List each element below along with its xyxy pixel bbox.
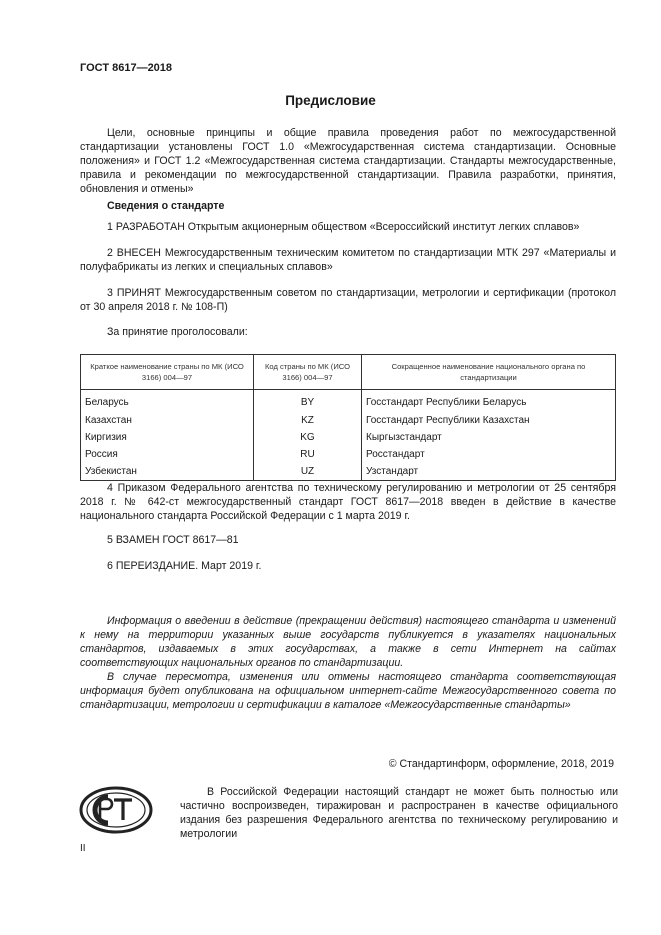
country-name: Казахстан bbox=[81, 412, 254, 429]
country-code: BY bbox=[254, 390, 362, 412]
standards-body: Кыргызстандарт bbox=[362, 429, 616, 446]
section-heading: Сведения о стандарте bbox=[107, 200, 225, 212]
country-name: Беларусь bbox=[81, 390, 254, 412]
copyright-notice: © Стандартинформ, оформление, 2018, 2019 bbox=[388, 758, 614, 770]
item-2-submitted: 2 ВНЕСЕН Межгосударственным техническим комитетом по стандартизации МТК 297 «Материалы и полуфабрикаты из легких и специальных сплавов» bbox=[80, 247, 616, 273]
column-header-body: Сокращенное наименование национального органа по стандартизации bbox=[362, 355, 616, 390]
page-number: II bbox=[80, 843, 86, 854]
standards-body: Узстандарт bbox=[362, 463, 616, 481]
item-4-order: 4 Приказом Федерального агентства по техническому регулированию и метрологии от 25 сентября 2018 г. № 642-ст межгосударственный стандарт ГОСТ 8617—2018 введен в действие в качестве национального стандарта Российской Федерации с 1 марта 2019 г. bbox=[80, 482, 616, 522]
country-name: Узбекистан bbox=[81, 463, 254, 481]
info-paragraph-2: В случае пересмотра, изменения или отмены настоящего стандарта соответствующая информация будет опубликована на официальном интернет-сайте Межгосударственного совета по стандартизации, метрологии и сертификации в каталоге «Межгосударственные стандарты» bbox=[80, 671, 616, 711]
item-3-adopted: 3 ПРИНЯТ Межгосударственным советом по стандартизации, метрологии и сертификации (протокол от 30 апреля 2018 г. № 108-П) bbox=[80, 287, 616, 313]
table-row bbox=[81, 429, 616, 446]
standards-body: Росстандарт bbox=[362, 446, 616, 463]
voted-label: За принятие проголосовали: bbox=[107, 326, 248, 338]
page-title: Предисловие bbox=[285, 93, 376, 108]
country-code: KZ bbox=[254, 412, 362, 429]
item-5-replaces: 5 ВЗАМЕН ГОСТ 8617—81 bbox=[107, 534, 239, 546]
table-row bbox=[81, 412, 616, 429]
standards-body: Госстандарт Республики Казахстан bbox=[362, 412, 616, 429]
country-code: UZ bbox=[254, 463, 362, 481]
column-header-country: Краткое наименование страны по МК (ИСО 3166) 004—97 bbox=[81, 355, 254, 390]
country-name: Киргизия bbox=[81, 429, 254, 446]
reproduction-restriction-notice bbox=[180, 785, 618, 841]
legal-text: В Российской Федерации настоящий стандарт не может быть полностью или частично воспроизведен, тиражирован и распространен в качестве официального издания без разрешения Федерального агентства по техническому регулированию и метрологии bbox=[180, 786, 618, 840]
pct-certification-mark-icon bbox=[78, 785, 154, 835]
table-row bbox=[81, 390, 616, 412]
document-code-header: ГОСТ 8617—2018 bbox=[80, 62, 173, 74]
table-header-row bbox=[81, 355, 616, 390]
voting-countries-table bbox=[80, 354, 616, 481]
standards-body: Госстандарт Республики Беларусь bbox=[362, 390, 616, 412]
item-1-developed: 1 РАЗРАБОТАН Открытым акционерным обществом «Всероссийский институт легких сплавов» bbox=[107, 221, 580, 233]
intro-paragraph: Цели, основные принципы и общие правила проведения работ по межгосударственной стандартизации установлены ГОСТ 1.0 «Межгосударственная система стандартизации. Основные положения» и ГОСТ 1.2 «Межгосударственная система стандартизации. Стандарты межгосударственные, правила и рекомендации по межгосударственной стандартизации. Правила разработки, принятия, обновления и отмены» bbox=[80, 127, 616, 195]
country-code: KG bbox=[254, 429, 362, 446]
country-name: Россия bbox=[81, 446, 254, 463]
column-header-code: Код страны по МК (ИСО 3166) 004—97 bbox=[254, 355, 362, 390]
item-6-reissue: 6 ПЕРЕИЗДАНИЕ. Март 2019 г. bbox=[107, 560, 262, 572]
table-row bbox=[81, 446, 616, 463]
country-code: RU bbox=[254, 446, 362, 463]
table-row bbox=[81, 463, 616, 481]
info-paragraph-1: Информация о введении в действие (прекращении действия) настоящего стандарта и изменений к нему на территории указанных выше государств публикуется в указателях национальных стандартов, издаваемых в этих государствах, а также в сети Интернет на сайтах соответствующих национальных органов по стандартизации. bbox=[80, 615, 616, 669]
